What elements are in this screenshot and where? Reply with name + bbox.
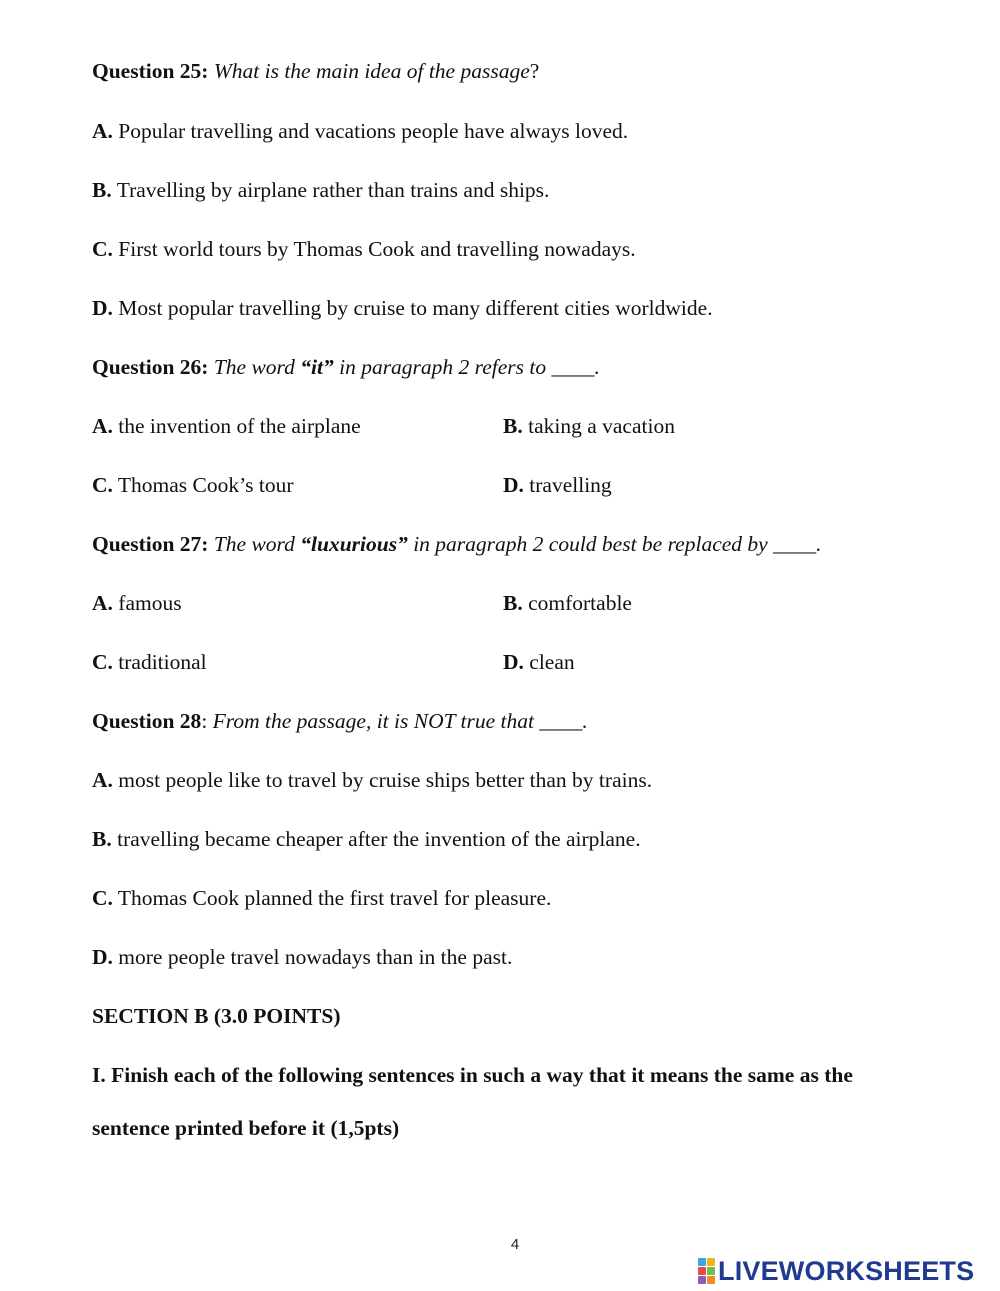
q28-label: Question 28 <box>92 709 202 733</box>
option-text: First world tours by Thomas Cook and travelling nowadays. <box>118 237 636 261</box>
q28-question <box>92 708 588 734</box>
logo-block <box>707 1258 715 1266</box>
option-text: Thomas Cook planned the first travel for pleasure. <box>117 886 552 910</box>
option-text: more people travel nowadays than in the past. <box>118 945 513 969</box>
q25-end: ? <box>529 59 540 83</box>
q28-colon: : <box>201 709 208 733</box>
q26-word: “it” <box>300 355 334 379</box>
q27-option-b: B. comfortable <box>503 591 632 615</box>
q25-label: Question 25: <box>92 59 209 83</box>
q27-options-row-1 <box>92 590 952 616</box>
q28-option-b <box>92 826 641 852</box>
q27-label: Question 27: <box>92 532 209 556</box>
liveworksheets-logo-icon <box>698 1258 715 1284</box>
q27-post: in paragraph 2 could best be replaced by ____. <box>413 532 822 556</box>
option-letter: D. <box>92 945 113 969</box>
logo-text: LIVEWORKSHEETS <box>718 1255 975 1286</box>
q25-text: What is the main idea of the passage <box>213 59 530 83</box>
option-letter: C. <box>92 237 113 261</box>
q26-option-c: C. Thomas Cook’s tour <box>92 473 294 497</box>
q26-option-b: B. taking a vacation <box>503 414 675 438</box>
option-letter: A. <box>92 768 113 792</box>
q28-text: From the passage, it is NOT true that ____. <box>212 709 588 733</box>
logo-block <box>698 1276 706 1284</box>
q27-pre: The word <box>213 532 295 556</box>
logo-block <box>707 1276 715 1284</box>
option-letter: B. <box>92 827 112 851</box>
logo-block <box>707 1267 715 1275</box>
logo-block <box>698 1258 706 1266</box>
q28-option-a <box>92 767 652 793</box>
q26-question <box>92 354 600 380</box>
q25-option-d <box>92 295 713 321</box>
option-letter: B. <box>92 178 112 202</box>
option-text: Travelling by airplane rather than trains and ships. <box>116 178 550 202</box>
q27-word: “luxurious” <box>300 532 408 556</box>
q26-label: Question 26: <box>92 355 209 379</box>
q27-option-c: C. traditional <box>92 650 207 674</box>
q27-option-a: A. famous <box>92 591 182 615</box>
option-letter: A. <box>92 119 113 143</box>
q26-pre: The word <box>213 355 295 379</box>
option-text: Popular travelling and vacations people have always loved. <box>118 119 629 143</box>
q25-option-a <box>92 118 628 144</box>
q26-option-d: D. travelling <box>503 473 612 497</box>
q25-question <box>92 58 539 84</box>
q26-option-a: A. the invention of the airplane <box>92 414 361 438</box>
option-letter: D. <box>92 296 113 320</box>
q27-option-d: D. clean <box>503 650 575 674</box>
option-text: most people like to travel by cruise ships better than by trains. <box>118 768 653 792</box>
q28-option-c <box>92 885 551 911</box>
section-b-instruction-line-2: sentence printed before it (1,5pts) <box>92 1116 400 1140</box>
option-letter: C. <box>92 886 113 910</box>
page-number: 4 <box>510 1236 520 1253</box>
section-b-title: SECTION B (3.0 POINTS) <box>92 1004 341 1028</box>
q28-option-d <box>92 944 512 970</box>
q25-option-c <box>92 236 636 262</box>
q26-post: in paragraph 2 refers to ____. <box>339 355 600 379</box>
q25-option-b <box>92 177 549 203</box>
q26-options-row-2 <box>92 472 952 498</box>
option-text: Most popular travelling by cruise to many different cities worldwide. <box>118 296 713 320</box>
q27-question <box>92 531 821 557</box>
liveworksheets-logo <box>698 1256 974 1286</box>
section-b-instruction-line-1: I. Finish each of the following sentences in such a way that it means the same as the <box>92 1063 853 1087</box>
option-text: travelling became cheaper after the invention of the airplane. <box>117 827 641 851</box>
logo-block <box>698 1267 706 1275</box>
q26-options-row-1 <box>92 413 952 439</box>
q27-options-row-2 <box>92 649 952 675</box>
